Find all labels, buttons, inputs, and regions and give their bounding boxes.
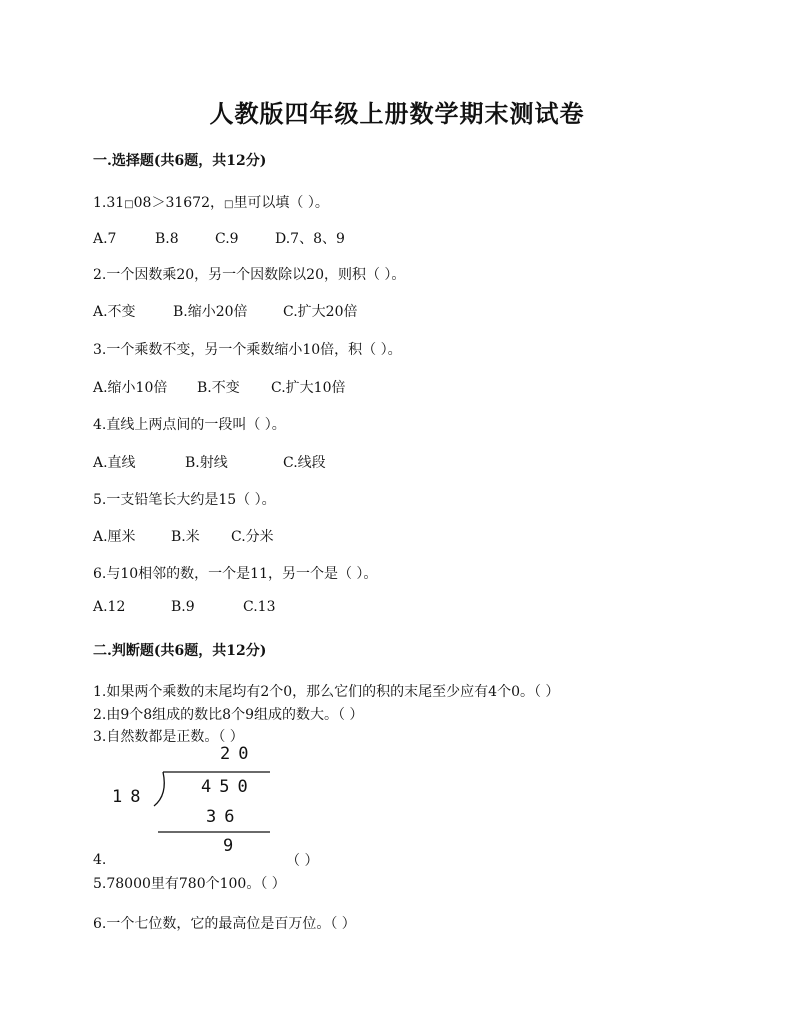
- division-product: 36: [206, 807, 243, 827]
- option: C.分米: [231, 529, 274, 545]
- option: A.不变: [93, 304, 136, 320]
- question-2-stem: 2.一个因数乘20，另一个因数除以20，则积（ ）。: [93, 267, 406, 283]
- long-division-figure: [108, 740, 278, 860]
- question-1-stem: [93, 192, 329, 212]
- division-divisor: 18: [112, 787, 149, 807]
- judgment-item-5: 5.78000里有780个100。（ ）: [93, 876, 286, 892]
- option: B.不变: [197, 380, 240, 396]
- option: C.线段: [283, 455, 326, 471]
- question-4-options: [93, 452, 326, 472]
- judgment-item-6: 6.一个七位数，它的最高位是百万位。（ ）: [93, 916, 356, 932]
- option: B.米: [171, 529, 200, 545]
- blank-box-icon: □: [223, 199, 234, 210]
- judgment-item-3: 3.自然数都是正数。（ ）: [93, 729, 244, 745]
- judgment-item-4-paren: （ ）: [286, 853, 319, 869]
- option: C.13: [243, 599, 276, 615]
- section-heading-judgment: 二.判断题(共6题，共12分): [93, 643, 267, 659]
- judgment-item-1: 1.如果两个乘数的末尾均有2个0，那么它们的积的末尾至少应有4个0。（ ）: [93, 684, 560, 700]
- page-title: 人教版四年级上册数学期末测试卷: [209, 99, 585, 128]
- option: C.扩大20倍: [283, 304, 358, 320]
- question-5-options: [93, 526, 274, 546]
- question-4-stem: 4.直线上两点间的一段叫（ ）。: [93, 417, 286, 433]
- question-6-stem: 6.与10相邻的数，一个是11，另一个是（ ）。: [93, 566, 378, 582]
- option: B.9: [171, 599, 195, 615]
- option: A.7: [93, 231, 117, 247]
- question-1-options: [93, 228, 345, 248]
- blank-box-icon: □: [124, 199, 134, 210]
- division-quotient: 20: [220, 744, 257, 764]
- question-1-stem-part-a: 1.31: [93, 195, 125, 211]
- question-6-options: [93, 599, 275, 615]
- question-1-stem-part-b: 08＞31672，: [133, 195, 224, 211]
- judgment-item-4-label: 4.: [93, 852, 107, 868]
- option: B.8: [155, 231, 179, 247]
- option: D.7、8、9: [275, 231, 345, 247]
- question-1-stem-part-c: 里可以填（ ）。: [233, 195, 329, 211]
- question-2-options: [93, 301, 357, 321]
- option: A.厘米: [93, 529, 136, 545]
- division-dividend: 450: [201, 777, 256, 797]
- option: A.缩小10倍: [93, 380, 168, 396]
- question-5-stem: 5.一支铅笔长大约是15（ ）。: [93, 492, 276, 508]
- option: A.直线: [93, 455, 136, 471]
- option: C.9: [215, 231, 239, 247]
- judgment-item-2: 2.由9个8组成的数比8个9组成的数大。（ ）: [93, 707, 364, 723]
- option: A.12: [93, 599, 126, 615]
- option: B.缩小20倍: [173, 304, 248, 320]
- division-remainder: 9: [223, 836, 242, 856]
- question-3-stem: 3.一个乘数不变，另一个乘数缩小10倍，积（ ）。: [93, 342, 402, 358]
- question-3-options: [93, 377, 345, 397]
- option: C.扩大10倍: [271, 380, 346, 396]
- option: B.射线: [185, 455, 228, 471]
- section-heading-choice: 一.选择题(共6题，共12分): [93, 153, 267, 169]
- division-bracket-lines: [108, 740, 278, 860]
